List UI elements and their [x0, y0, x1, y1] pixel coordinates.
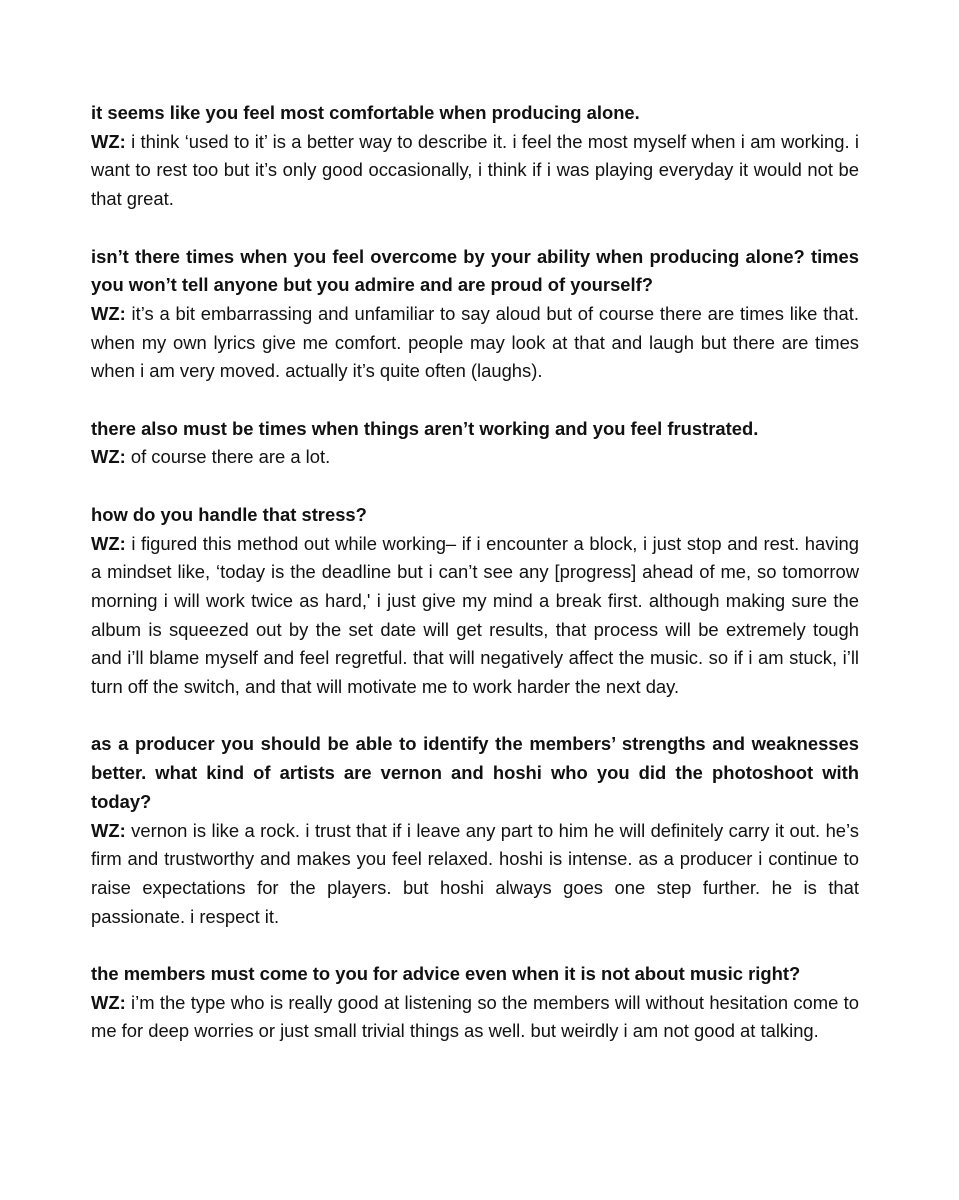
- speaker-label: WZ:: [91, 819, 126, 841]
- qa-block: [91, 501, 859, 702]
- answer-paragraph: [91, 989, 859, 1046]
- answer-text: i figured this method out while working– if i encounter a block, i just stop and rest. having a mindset like, ‘today is the deadline but i can’t see any [progress] ahead of me, so tomorrow morning i will work twice as hard,' i just give my mind a break first. although making sure the album is squeezed out by the set date will get results, that process will be extremely tough and i’ll blame myself and feel regretful. that will negatively affect the music. so if i am stuck, i’ll turn off the switch, and that will motivate me to work harder the next day.: [91, 532, 859, 698]
- answer-paragraph: [91, 530, 859, 702]
- question-text: as a producer you should be able to identify the members’ strengths and weaknesses better. what kind of artists are vernon and hoshi who you did the photoshoot with today?: [91, 733, 859, 812]
- answer-text: of course there are a lot.: [130, 446, 331, 468]
- question-text: how do you handle that stress?: [91, 503, 367, 525]
- speaker-label: WZ:: [91, 302, 126, 324]
- answer-text: it’s a bit embarrassing and unfamiliar to say aloud but of course there are times like that. when my own lyrics give me comfort. people may look at that and laugh but there are times when i am very moved. actually it’s quite often (laughs).: [91, 302, 859, 382]
- answer-paragraph: [91, 817, 859, 932]
- question-text: isn’t there times when you feel overcome by your ability when producing alone? times you won’t tell anyone but you admire and are proud of yourself?: [91, 245, 859, 296]
- speaker-label: WZ:: [91, 446, 126, 468]
- question-text: the members must come to you for advice even when it is not about music right?: [91, 963, 801, 985]
- question-text: it seems like you feel most comfortable when producing alone.: [91, 102, 640, 123]
- speaker-label: WZ:: [91, 130, 126, 152]
- qa-block: [91, 99, 859, 214]
- answer-paragraph: [91, 300, 859, 386]
- question-text: there also must be times when things aren’t working and you feel frustrated.: [91, 417, 759, 439]
- answer-text: vernon is like a rock. i trust that if i leave any part to him he will definitely carry it out. he’s firm and trustworthy and makes you feel relaxed. hoshi is intense. as a producer i continue to raise expectations for the players. but hoshi always goes one step further. he is that passionate. i respect it.: [91, 819, 859, 927]
- interview-document: [91, 99, 859, 1075]
- answer-text: i’m the type who is really good at listening so the members will without hesitation come to me for deep worries or just small trivial things as well. but weirdly i am not good at talking.: [91, 991, 859, 1042]
- answer-paragraph: [91, 128, 859, 214]
- answer-text: i think ‘used to it’ is a better way to describe it. i feel the most myself when i am working. i want to rest too but it’s only good occasionally, i think if i was playing everyday it would not be that great.: [91, 130, 859, 210]
- qa-block: [91, 415, 859, 472]
- qa-block: [91, 960, 859, 1046]
- speaker-label: WZ:: [91, 991, 126, 1013]
- speaker-label: WZ:: [91, 532, 126, 554]
- answer-paragraph: [91, 443, 859, 472]
- qa-block: [91, 243, 859, 387]
- qa-block: [91, 730, 859, 931]
